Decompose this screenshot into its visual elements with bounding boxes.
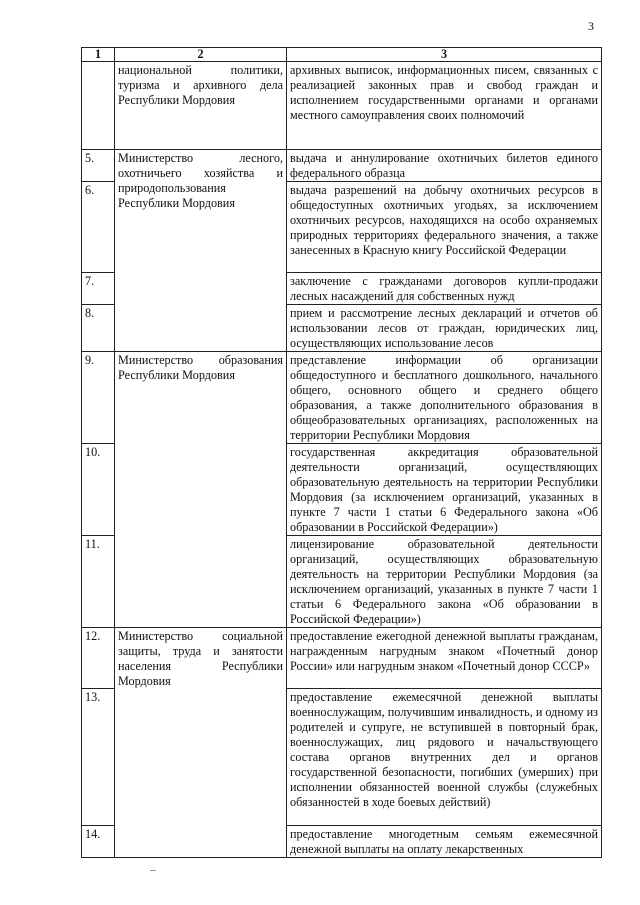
header-col-2: 2 — [115, 48, 287, 62]
services-table — [81, 47, 602, 858]
function-cell: представление информации об организации общедоступного и бесплатного дошкольного, начального общего, основного общего и среднего общего образования, а также дополнительного образования в общеобразовательных организациях, расположенных на территории Республики Мордовия — [287, 352, 602, 444]
function-cell: выдача разрешений на добычу охотничьих ресурсов в общедоступных охотничьих угодьях, за исключением охотничьих ресурсов, находящихся на особо охраняемых природных территориях федерального значения, а также занесенных в Красную книгу Российской Федерации — [287, 182, 602, 273]
table-row — [82, 352, 602, 444]
row-number: 7. — [82, 273, 115, 305]
function-cell: предоставление ежемесячной денежной выплаты военнослужащим, получившим инвалидность, и одному из родителей и супруге, не вступившей в повторный брак, военнослужащих, лиц рядового и начальствующего состава органов внутренних дел и органов государственной безопасности, погибших (умерших) при исполнении обязанностей военной службы (служебных обязанностей в ходе боевых действий) — [287, 689, 602, 826]
header-col-3: 3 — [287, 48, 602, 62]
table-row — [82, 62, 602, 150]
row-number: 12. — [82, 628, 115, 689]
agency-cell: Министерство лесного, охотничьего хозяйства и природопользования Республики Мордовия — [115, 150, 287, 352]
agency-cell: национальной политики, туризма и архивного дела Республики Мордовия — [115, 62, 287, 150]
scan-mark — [150, 870, 156, 871]
function-cell: государственная аккредитация образовательной деятельности организаций, осуществляющих образовательную деятельность на территории Республики Мордовия (за исключением организаций, указанных в пункте 7 части 1 статьи 6 Федерального закона «Об образовании в Российской Федерации») — [287, 444, 602, 536]
row-number: 10. — [82, 444, 115, 536]
table-header-row — [82, 48, 602, 62]
row-number: 13. — [82, 689, 115, 826]
table-row — [82, 628, 602, 689]
row-number: 5. — [82, 150, 115, 182]
page-number: 3 — [588, 19, 594, 33]
row-number — [82, 62, 115, 150]
function-cell: лицензирование образовательной деятельности организаций, осуществляющих образовательную деятельность на территории Республики Мордовия (за исключением организаций, указанных в пункте 7 части 1 статьи 6 Федерального закона «Об образовании в Российской Федерации») — [287, 536, 602, 628]
function-cell: архивных выписок, информационных писем, связанных с реализацией законных прав и свобод граждан и исполнением государственными органами и органами местного самоуправления своих полномочий — [287, 62, 602, 150]
function-cell: прием и рассмотрение лесных деклараций и отчетов об использовании лесов от граждан, юридических лиц, осуществляющих использование лесов — [287, 305, 602, 352]
function-cell: выдача и аннулирование охотничьих билетов единого федерального образца — [287, 150, 602, 182]
row-number: 8. — [82, 305, 115, 352]
function-cell: заключение с гражданами договоров купли-продажи лесных насаждений для собственных нужд — [287, 273, 602, 305]
function-cell: предоставление ежегодной денежной выплаты гражданам, награжденным нагрудным знаком «Почетный донор России» или нагрудным знаком «Почетный донор СССР» — [287, 628, 602, 689]
row-number: 14. — [82, 826, 115, 858]
row-number: 9. — [82, 352, 115, 444]
agency-cell: Министерство образования Республики Мордовия — [115, 352, 287, 628]
row-number: 11. — [82, 536, 115, 628]
row-number: 6. — [82, 182, 115, 273]
function-cell: предоставление многодетным семьям ежемесячной денежной выплаты на оплату лекарственных — [287, 826, 602, 858]
table-row — [82, 150, 602, 182]
header-col-1: 1 — [82, 48, 115, 62]
agency-cell: Министерство социальной защиты, труда и занятости населения Республики Мордовия — [115, 628, 287, 858]
